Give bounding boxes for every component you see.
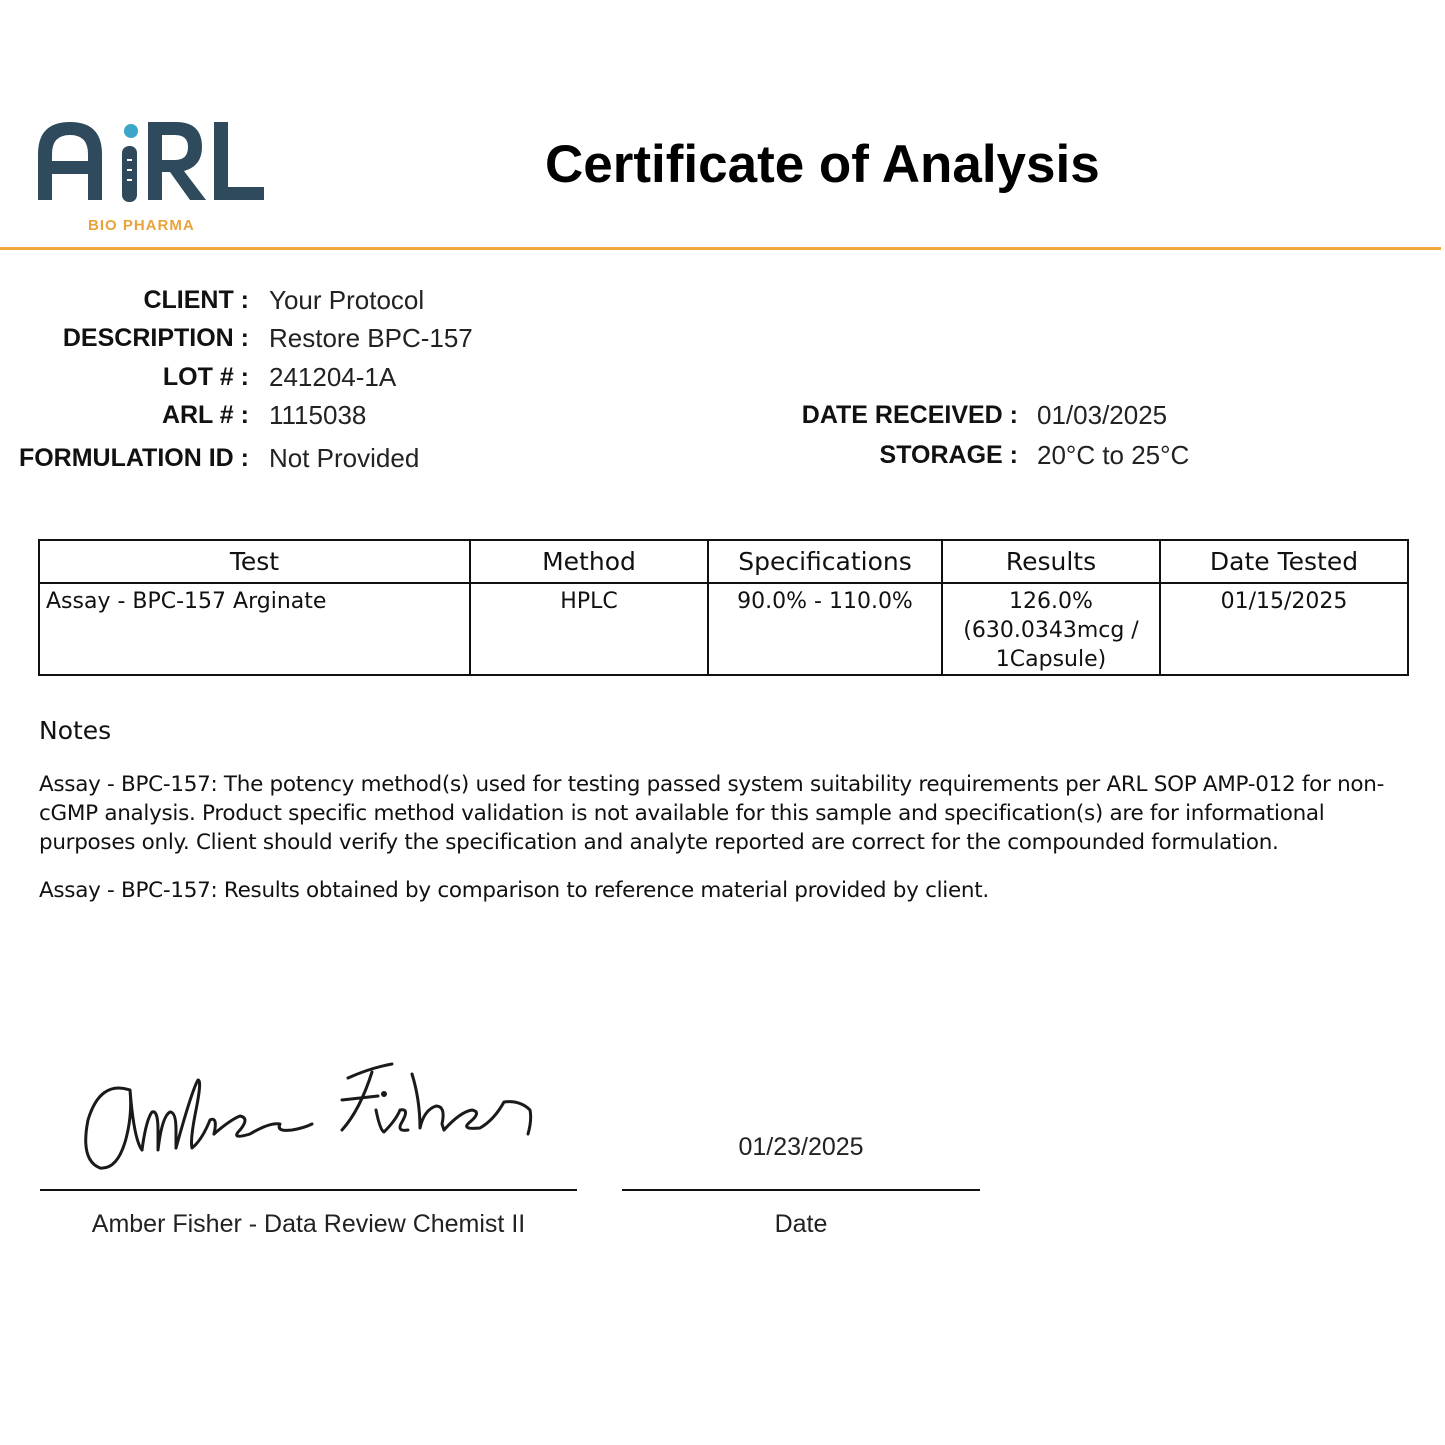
logo-letter-i	[122, 146, 137, 202]
logo-dot	[124, 124, 138, 138]
notes-heading: Notes	[39, 716, 112, 745]
result-percent: 126.0%	[1009, 589, 1093, 614]
storage-value: 20°C to 25°C	[1037, 440, 1190, 470]
results-table	[38, 539, 1409, 676]
description-label: DESCRIPTION :	[62, 324, 249, 352]
note-potency: Assay - BPC-157: The potency method(s) used for testing passed system suitability requirements per ARL SOP AMP-012 for non-cGMP analysis. Product specific method validation is not available for this sample and specification(s) are for informational purposes only. Client should verify the specification and analyte reported are correct for the compounded formulation.	[39, 772, 1385, 855]
signature-date: 01/23/2025	[738, 1133, 864, 1161]
logo-letter-a	[38, 122, 102, 200]
column-header-results: Results	[942, 540, 1160, 583]
column-header-test: Test	[39, 540, 470, 583]
date-received-label: DATE RECEIVED :	[801, 401, 1018, 429]
date-label: Date	[774, 1210, 828, 1238]
client-label: CLIENT :	[143, 286, 249, 314]
header-divider	[0, 247, 1441, 250]
cell-results	[942, 583, 1160, 675]
signature-line	[40, 1189, 577, 1191]
handwritten-signature	[80, 1050, 550, 1180]
result-amount: (630.0343mcg /	[963, 618, 1139, 643]
column-header-specifications: Specifications	[708, 540, 942, 583]
arl-number-value: 1115038	[269, 400, 367, 430]
logo-subtitle: BIO PHARMA	[88, 217, 195, 234]
description-value: Restore BPC-157	[269, 323, 473, 353]
logo-letter-l	[214, 122, 264, 200]
result-unit: 1Capsule)	[995, 647, 1107, 672]
storage-label: STORAGE :	[879, 441, 1018, 469]
cell-test: Assay - BPC-157 Arginate	[39, 583, 470, 675]
note-reference: Assay - BPC-157: Results obtained by comparison to reference material provided by client.	[39, 878, 989, 903]
column-header-date-tested: Date Tested	[1160, 540, 1408, 583]
date-received-value: 01/03/2025	[1037, 400, 1168, 430]
cell-date-tested: 01/15/2025	[1160, 583, 1408, 675]
lot-label: LOT # :	[162, 363, 249, 391]
page-title: Certificate of Analysis	[545, 135, 1100, 194]
cell-specifications: 90.0% - 110.0%	[708, 583, 942, 675]
table-row	[39, 583, 1408, 675]
column-header-method: Method	[470, 540, 708, 583]
table-header-row	[39, 540, 1408, 583]
cell-method: HPLC	[470, 583, 708, 675]
formulation-id-label: FORMULATION ID :	[18, 444, 249, 472]
arl-number-label: ARL # :	[161, 401, 249, 429]
logo-letter-r	[148, 122, 206, 200]
formulation-id-value: Not Provided	[269, 443, 420, 473]
signatory-name-title: Amber Fisher - Data Review Chemist II	[91, 1210, 526, 1238]
date-line	[622, 1189, 980, 1191]
lot-value: 241204-1A	[269, 362, 397, 392]
client-value: Your Protocol	[269, 285, 425, 315]
